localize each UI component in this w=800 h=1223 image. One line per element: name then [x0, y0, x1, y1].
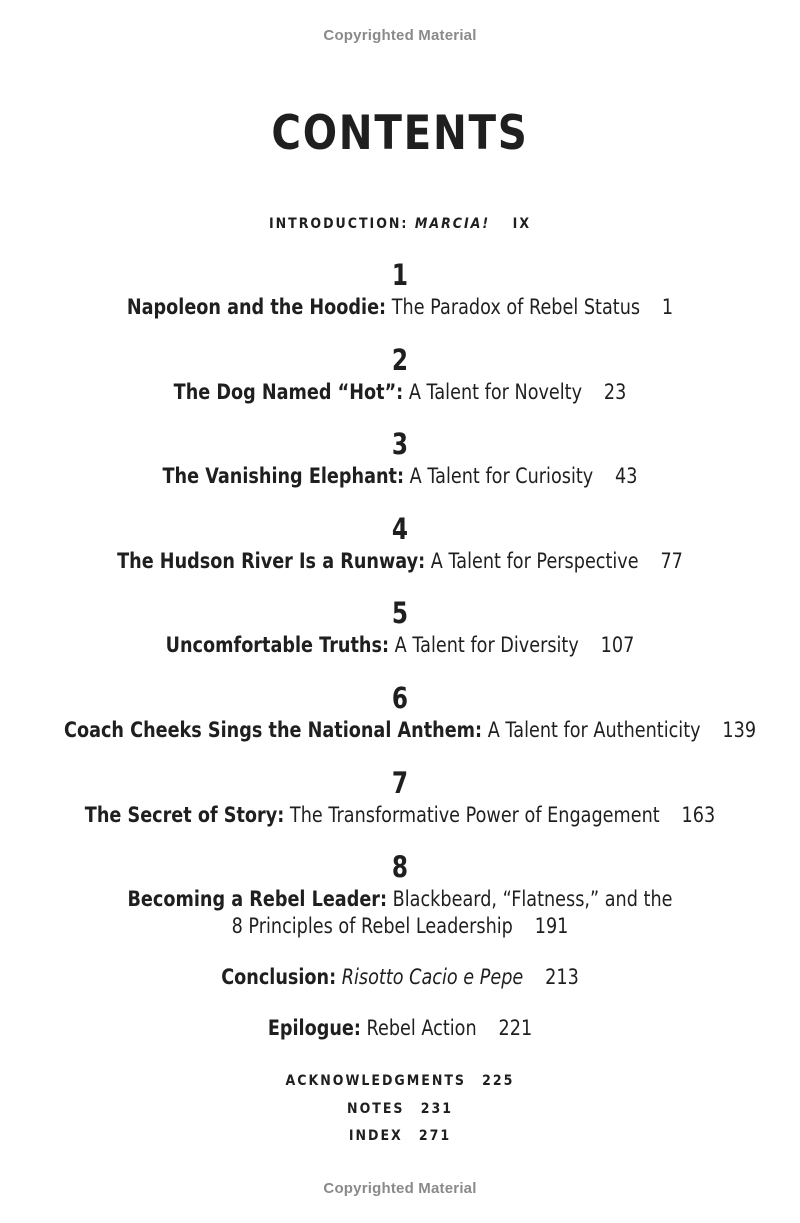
chapter-number: 8: [391, 850, 409, 884]
toc-entry-chapter-7[interactable]: [64, 802, 736, 829]
chapter-title: Becoming a Rebel Leader:: [127, 887, 388, 911]
toc-entry-chapter-6[interactable]: [64, 717, 757, 744]
conclusion-page: 213: [545, 965, 579, 989]
back-matter-label: INDEX: [348, 1128, 403, 1144]
chapter-number: 6: [391, 681, 409, 715]
page-title: CONTENTS: [271, 106, 529, 161]
chapter-page: 139: [722, 718, 757, 742]
toc-entry-index[interactable]: [40, 1128, 760, 1144]
chapter-subtitle-line1: Blackbeard, “Flatness,” and the: [392, 887, 673, 911]
chapter-subtitle: The Paradox of Rebel Status: [391, 295, 641, 319]
chapter-page: 107: [600, 633, 635, 657]
chapter-subtitle: A Talent for Diversity: [394, 633, 579, 657]
chapter-subtitle: The Transformative Power of Engagement: [289, 803, 660, 827]
toc-entry-conclusion[interactable]: [64, 964, 736, 991]
conclusion-subtitle: Risotto Cacio e Pepe: [341, 965, 524, 989]
chapter-subtitle: A Talent for Perspective: [430, 549, 639, 573]
toc-entry-epilogue[interactable]: [64, 1015, 736, 1042]
chapter-subtitle: A Talent for Authenticity: [487, 718, 701, 742]
chapter-title: The Dog Named “Hot”:: [173, 380, 404, 404]
toc-entry-chapter-3[interactable]: [64, 463, 736, 490]
back-matter-label: NOTES: [347, 1101, 405, 1117]
toc-entry-acknowledgments[interactable]: [40, 1073, 760, 1089]
chapter-title: The Vanishing Elephant:: [162, 464, 405, 488]
introduction-page: IX: [512, 216, 532, 232]
chapter-title: The Hudson River Is a Runway:: [117, 549, 426, 573]
toc-entry-chapter-8-continued[interactable]: [64, 913, 736, 940]
chapter-number: 2: [391, 343, 409, 377]
toc-entry-chapter-5[interactable]: [64, 632, 736, 659]
chapter-title: The Secret of Story:: [84, 803, 285, 827]
back-matter-page: 225: [482, 1073, 515, 1089]
chapter-subtitle: A Talent for Novelty: [408, 380, 583, 404]
chapter-number: 7: [391, 766, 409, 800]
chapter-page: 77: [660, 549, 683, 573]
copyright-watermark-bottom: Copyrighted Material: [323, 1180, 477, 1197]
copyright-watermark-top: Copyrighted Material: [323, 27, 477, 44]
chapter-number: 4: [391, 512, 409, 546]
chapter-number: 1: [391, 258, 409, 292]
toc-entry-chapter-4[interactable]: [64, 548, 736, 575]
chapter-number: 5: [391, 596, 409, 630]
chapter-subtitle-line2: 8 Principles of Rebel Leadership: [231, 914, 513, 938]
toc-entry-chapter-8[interactable]: [64, 886, 736, 913]
chapter-title: Coach Cheeks Sings the National Anthem:: [64, 718, 483, 742]
back-matter-page: 231: [420, 1101, 453, 1117]
toc-entry-chapter-2[interactable]: [64, 379, 736, 406]
epilogue-label: Epilogue:: [267, 1016, 361, 1040]
chapter-title: Napoleon and the Hoodie:: [126, 295, 387, 319]
back-matter-label: ACKNOWLEDGMENTS: [285, 1073, 466, 1089]
toc-entry-introduction[interactable]: [40, 216, 760, 232]
conclusion-label: Conclusion:: [221, 965, 337, 989]
epilogue-page: 221: [498, 1016, 533, 1040]
epilogue-subtitle: Rebel Action: [366, 1016, 477, 1040]
chapter-page: 191: [534, 914, 569, 938]
chapter-title: Uncomfortable Truths:: [165, 633, 390, 657]
toc-entry-chapter-1[interactable]: [64, 294, 736, 321]
introduction-subtitle: MARCIA!: [414, 216, 491, 232]
chapter-page: 23: [603, 380, 627, 404]
back-matter-page: 271: [418, 1128, 452, 1144]
chapter-number: 3: [391, 427, 409, 461]
chapter-page: 163: [681, 803, 716, 827]
chapter-subtitle: A Talent for Curiosity: [409, 464, 594, 488]
chapter-page: 43: [615, 464, 638, 488]
introduction-label: INTRODUCTION:: [268, 216, 409, 232]
toc-entry-notes[interactable]: [40, 1101, 760, 1117]
chapter-page: 1: [661, 295, 674, 319]
